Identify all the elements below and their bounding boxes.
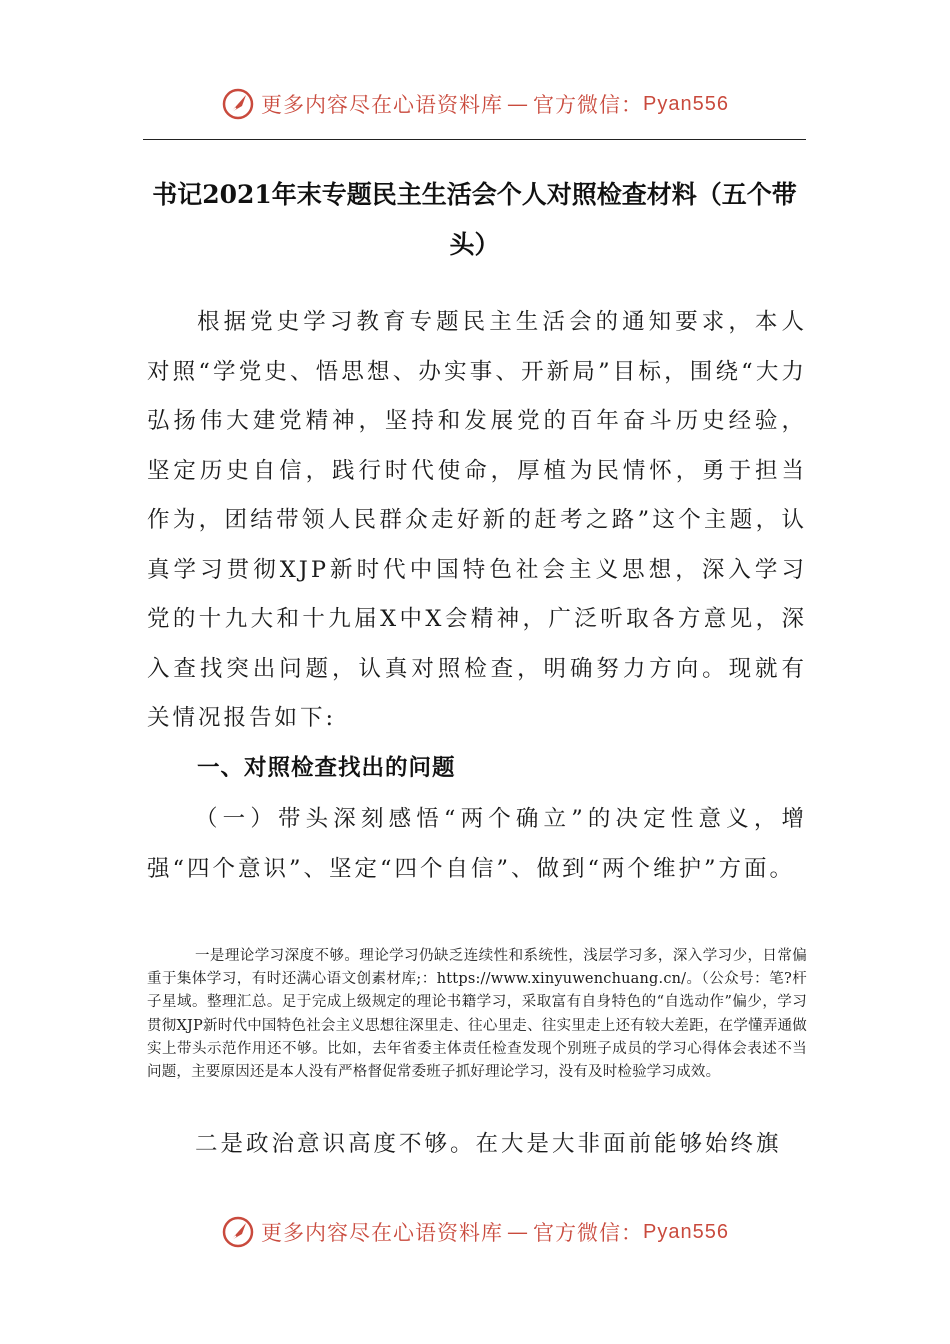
quill-logo-icon bbox=[221, 1215, 255, 1249]
point-one-paragraph: 一是理论学习深度不够。理论学习仍缺乏连续性和系统性，浅层学习多，深入学习少，日常偏重于集体学习，有时还满心语文创素材库;：https://www.xinyuwenchuang.cn/。（公众号：笔?杆子星域。整理汇总。足于完成上级规定的理论书籍学习，采取富有自身特色的“自选动作”偏少，学习贯彻XJP新时代中国特色社会主义思想往深里走、往心里走、往实里走上还有较大差距，在学懂弄通做实上带头示范作用还不够。比如，去年省委主体责任检查发现个别班子成员的学习心得体会表述不当问题，主要原因还是本人没有严格督促常委班子抓好理论学习，没有及时检验学习成效。 bbox=[147, 948, 807, 1081]
quill-logo-icon bbox=[221, 87, 255, 121]
banner-separator: — bbox=[507, 1220, 530, 1244]
header-watermark-banner bbox=[0, 84, 950, 124]
sub-heading-paragraph: （一）带头深刻感悟“两个确立”的决定性意义，增强“四个意识”、坚定“四个自信”、做到“两个维护”方面。 bbox=[147, 806, 807, 882]
banner-main-text: 更多内容尽在心语资料库 bbox=[261, 1221, 504, 1245]
banner-wechat-label: 官方微信： bbox=[533, 1221, 644, 1245]
footer-watermark-banner bbox=[0, 1212, 950, 1252]
banner-wechat-label: 官方微信： bbox=[533, 93, 644, 117]
document-title: 书记2021年末专题民主生活会个人对照检查材料（五个带头） bbox=[152, 180, 797, 259]
intro-paragraph: 根据党史学习教育专题民主生活会的通知要求，本人对照“学党史、悟思想、办实事、开新局”目标，围绕“大力弘扬伟大建党精神，坚持和发展党的百年奋斗历史经验，坚定历史自信，践行时代使命，厚植为民情怀，勇于担当作为，团结带领人民群众走好新的赶考之路”这个主题，认真学习贯彻XJP新时代中国特色社会主义思想，深入学习党的十九大和十九届X中X会精神，广泛听取各方意见，深入查找突出问题，认真对照检查，明确努力方向。现就有关情况报告如下: bbox=[147, 309, 807, 731]
banner-wechat-id: Pyan556 bbox=[643, 92, 729, 115]
header-divider bbox=[143, 139, 806, 140]
section-heading: 一、对照检查找出的问题 bbox=[197, 755, 456, 781]
banner-wechat-id: Pyan556 bbox=[643, 1220, 729, 1243]
banner-separator: — bbox=[507, 92, 530, 116]
point-two-paragraph: 二是政治意识高度不够。在大是大非面前能够始终旗 bbox=[195, 1131, 782, 1157]
banner-main-text: 更多内容尽在心语资料库 bbox=[261, 93, 504, 117]
